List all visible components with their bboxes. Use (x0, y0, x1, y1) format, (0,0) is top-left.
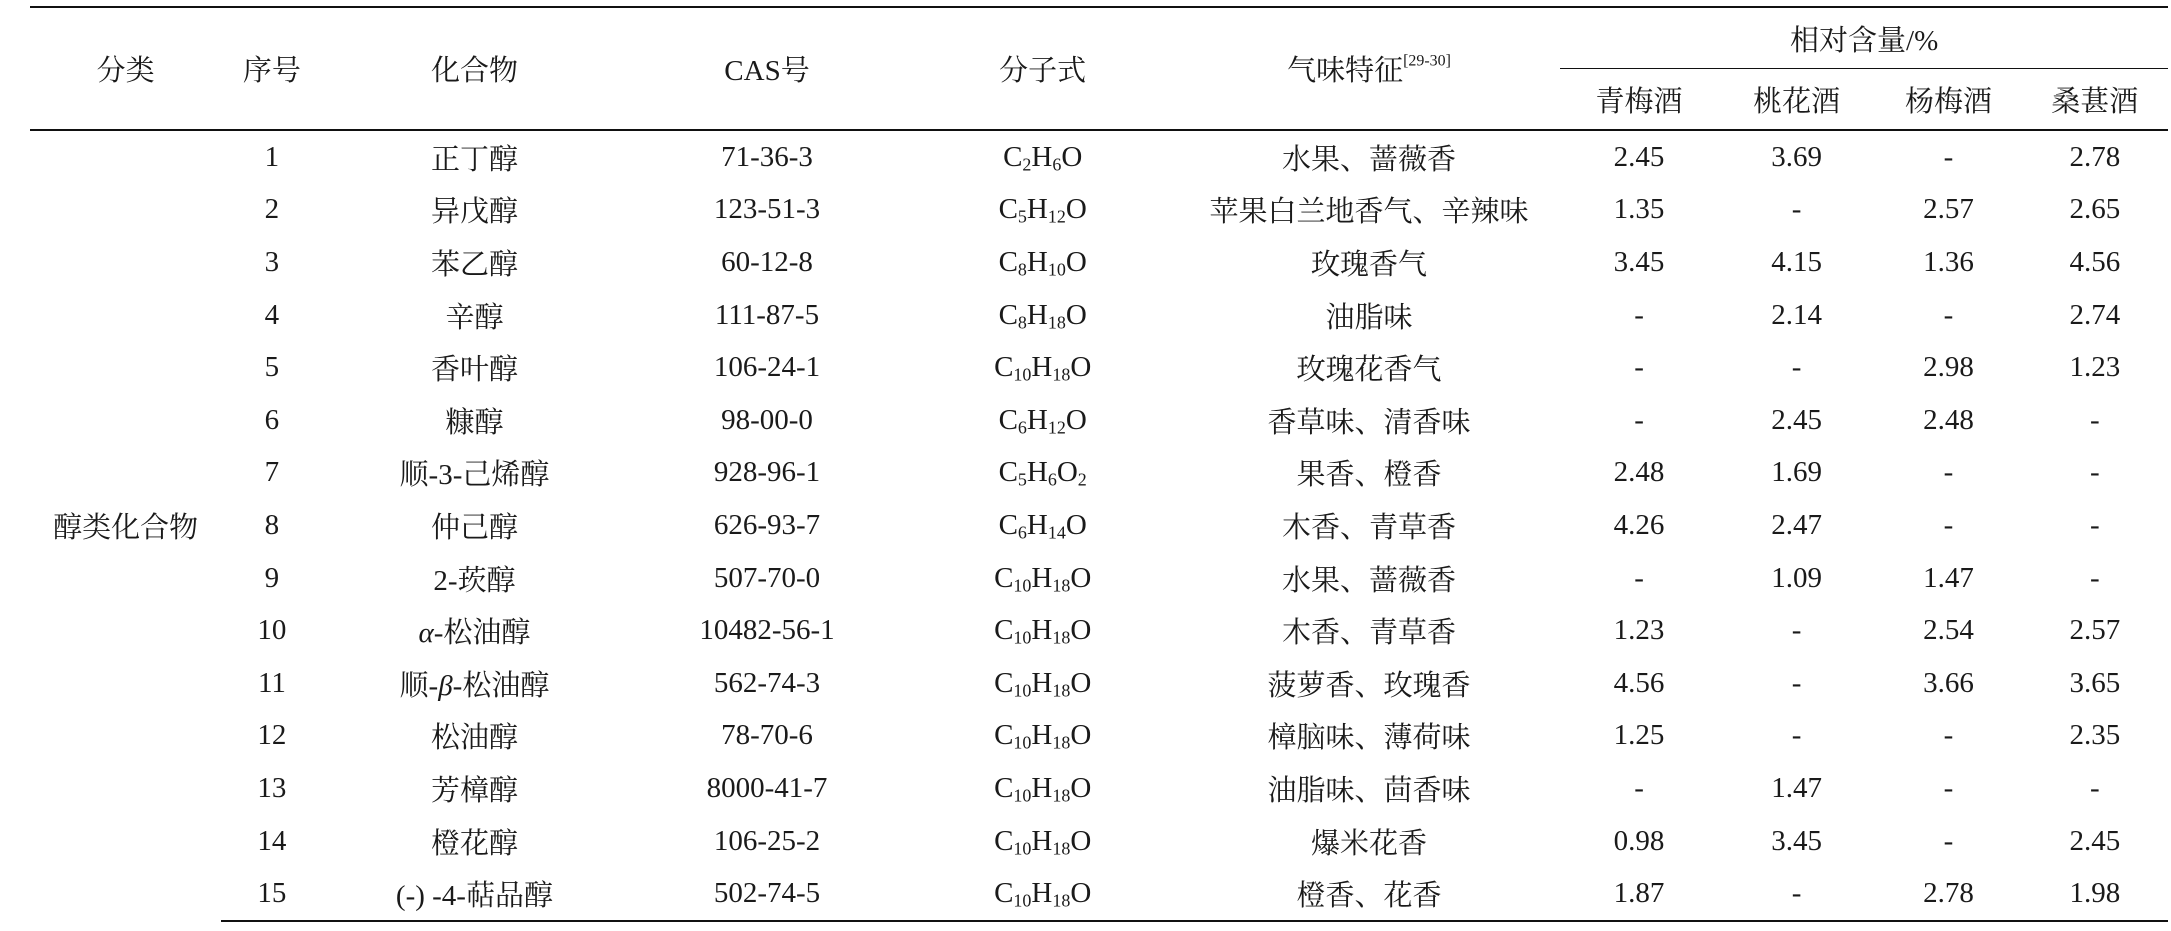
formula-element: C (998, 456, 1018, 489)
row-number: 5 (264, 351, 280, 384)
formula-element: C (998, 508, 1018, 541)
table-row (30, 447, 2168, 500)
cas-number: 562-74-3 (713, 666, 821, 699)
odor-description: 木香、青草香 (1281, 511, 1456, 544)
compound-name (323, 604, 627, 657)
formula-subscript: 18 (1052, 890, 1071, 911)
formula-subscript: 18 (1052, 575, 1071, 596)
odor-description: 水果、蔷薇香 (1281, 143, 1456, 176)
formula-element: O (1056, 456, 1078, 489)
header-wine-yangmei: 杨梅酒 (1904, 85, 1992, 118)
value-yangmei: - (1943, 771, 1954, 804)
odor-description: 橙香、花香 (1178, 867, 1561, 921)
odor-description: 菠萝香、玫瑰香 (1267, 669, 1471, 702)
formula-element: O (1070, 666, 1092, 699)
row-number: 2 (264, 193, 280, 226)
formula-element: O (1070, 877, 1092, 910)
formula-subscript: 10 (1013, 890, 1032, 911)
value-taohua: 4.15 (1771, 245, 1822, 278)
table-row (30, 710, 2168, 763)
category-cell: 醇类化合物 (53, 512, 199, 545)
formula-element: O (1070, 771, 1092, 804)
value-qingmei: 2.45 (1613, 140, 1665, 173)
value-yangmei: - (1943, 824, 1954, 857)
value-yangmei: 2.98 (1923, 351, 1974, 384)
value-taohua: - (1791, 614, 1802, 647)
value-qingmei: 4.26 (1613, 508, 1665, 541)
row-number: 8 (264, 508, 280, 541)
odor-description: 爆米花香 (1310, 827, 1427, 860)
value-sangshen: 1.98 (2022, 867, 2168, 921)
compound-name: 松油醇 (430, 722, 518, 755)
value-qingmei: - (1634, 298, 1644, 331)
cas-number: 78-70-6 (721, 719, 813, 752)
value-sangshen: 2.57 (2069, 614, 2121, 647)
value-yangmei: - (1943, 456, 1954, 489)
header-cas: CAS号 (724, 55, 810, 87)
formula-element: C (998, 245, 1018, 278)
header-wine-taohua: 桃花酒 (1753, 85, 1841, 118)
cas-number: 626-93-7 (713, 508, 821, 541)
formula-subscript: 10 (1013, 838, 1032, 858)
formula-element: H (1031, 877, 1053, 910)
formula-subscript: 18 (1052, 838, 1071, 858)
header-odor (1178, 7, 1561, 130)
formula-subscript: 10 (1013, 680, 1032, 701)
table-row (30, 604, 2168, 657)
compound-name: 香叶醇 (430, 354, 518, 387)
formula-element: C (994, 614, 1014, 647)
molecular-formula (908, 815, 1178, 868)
molecular-formula (908, 184, 1178, 237)
header-relative-content: 相对含量/% (1560, 7, 2168, 69)
molecular-formula (908, 289, 1178, 342)
value-yangmei: 2.48 (1923, 403, 1974, 436)
row-number: 13 (257, 771, 287, 804)
formula-subscript: 8 (1017, 259, 1027, 280)
value-taohua: 2.14 (1771, 298, 1822, 331)
formula-element: C (998, 298, 1018, 331)
compound-name: 芳樟醇 (430, 774, 518, 807)
value-yangmei: 2.78 (1875, 867, 2021, 921)
compound-name-rest: -松油醇 (452, 669, 550, 702)
table-row (30, 762, 2168, 815)
cas-number: 507-70-0 (713, 561, 821, 594)
value-qingmei: 0.98 (1613, 824, 1665, 857)
value-sangshen: 1.23 (2069, 351, 2121, 384)
cas-number: 106-25-2 (713, 824, 821, 857)
compound-name-greek-prefix: β (438, 669, 453, 702)
compound-name-rest: -松油醇 (433, 617, 531, 650)
formula-subscript: 18 (1052, 627, 1071, 648)
odor-description: 香草味、清香味 (1267, 406, 1471, 439)
compound-name: 2-莰醇 (433, 564, 516, 597)
formula-subscript: 8 (1017, 312, 1027, 333)
value-sangshen: - (2089, 771, 2100, 804)
odor-description: 苹果白兰地香气、辛辣味 (1209, 196, 1529, 229)
value-yangmei: - (1943, 298, 1954, 331)
formula-element: C (998, 403, 1018, 436)
value-taohua: 2.45 (1771, 403, 1822, 436)
value-sangshen: 2.45 (2069, 824, 2121, 857)
row-number: 12 (257, 719, 287, 752)
cas-number: 928-96-1 (713, 456, 821, 489)
formula-element: O (1065, 245, 1087, 278)
table-row (30, 867, 2168, 921)
formula-element: H (1031, 666, 1053, 699)
formula-element: O (1065, 298, 1087, 331)
table-row (30, 394, 2168, 447)
header-odor-reference: [29-30] (1403, 52, 1451, 70)
header-wine-qingmei: 青梅酒 (1595, 85, 1683, 118)
header-odor-label: 气味特征 (1287, 55, 1404, 87)
formula-element: H (1026, 298, 1048, 331)
value-yangmei: - (1943, 719, 1954, 752)
value-qingmei: 1.23 (1613, 614, 1665, 647)
compound-name: 苯乙醇 (430, 248, 518, 281)
table-row (30, 657, 2168, 710)
molecular-formula (908, 394, 1178, 447)
header-compound: 化合物 (430, 55, 518, 87)
table-row (30, 815, 2168, 868)
formula-subscript: 10 (1013, 364, 1032, 385)
compound-name: (-) -4-萜品醇 (323, 867, 627, 921)
compound-name: 橙花醇 (430, 827, 518, 860)
cas-number: 71-36-3 (721, 140, 813, 173)
cas-number: 98-00-0 (721, 403, 813, 436)
value-qingmei: 2.48 (1613, 456, 1665, 489)
formula-element: H (1031, 719, 1053, 752)
formula-element: H (1031, 140, 1053, 173)
molecular-formula (908, 710, 1178, 763)
table-row (30, 499, 2168, 552)
molecular-formula (908, 236, 1178, 289)
value-taohua: - (1718, 867, 1876, 921)
value-taohua: - (1791, 666, 1802, 699)
formula-element: C (994, 561, 1014, 594)
row-number: 14 (257, 824, 287, 857)
value-taohua: 2.47 (1771, 508, 1822, 541)
table-row (30, 341, 2168, 394)
formula-element: H (1031, 351, 1053, 384)
value-taohua: 1.47 (1771, 771, 1822, 804)
odor-description: 玫瑰香气 (1310, 248, 1427, 281)
header-number: 序号 (242, 55, 301, 87)
molecular-formula (908, 130, 1178, 184)
formula-subscript: 6 (1047, 469, 1057, 490)
value-sangshen: 2.65 (2069, 193, 2121, 226)
table-row (30, 184, 2168, 237)
formula-element: O (1070, 824, 1092, 857)
formula-element: H (1026, 403, 1048, 436)
odor-description: 木香、青草香 (1281, 617, 1456, 650)
cas-number: 106-24-1 (713, 351, 821, 384)
compound-name: 糠醇 (445, 406, 504, 439)
formula-subscript: 10 (1013, 785, 1032, 806)
value-qingmei: - (1634, 561, 1644, 594)
compound-table (30, 6, 2168, 922)
formula-subscript: 6 (1052, 154, 1062, 175)
row-number: 7 (264, 456, 280, 489)
compound-name: 辛醇 (445, 301, 504, 334)
row-number: 1 (264, 140, 280, 173)
value-taohua: - (1791, 193, 1802, 226)
molecular-formula (908, 604, 1178, 657)
formula-subscript: 10 (1013, 627, 1032, 648)
row-number: 3 (264, 245, 280, 278)
value-taohua: - (1791, 719, 1802, 752)
compound-name-greek-prefix: α (418, 617, 434, 650)
molecular-formula (908, 341, 1178, 394)
formula-element: O (1061, 140, 1083, 173)
formula-subscript: 6 (1017, 417, 1027, 438)
table-header (30, 7, 2168, 130)
cas-number: 123-51-3 (713, 193, 821, 226)
cas-number: 502-74-5 (626, 867, 907, 921)
value-qingmei: 1.35 (1613, 193, 1665, 226)
value-yangmei: 2.54 (1923, 614, 1974, 647)
cas-number: 10482-56-1 (699, 614, 835, 647)
formula-subscript: 10 (1013, 732, 1032, 753)
compound-name: 顺-3-己烯醇 (399, 459, 550, 492)
formula-element: O (1070, 561, 1092, 594)
odor-description: 油脂味 (1325, 301, 1413, 334)
formula-subscript: 14 (1047, 522, 1066, 543)
formula-element: H (1026, 456, 1048, 489)
value-yangmei: 3.66 (1923, 666, 1974, 699)
formula-element: H (1026, 193, 1048, 226)
table-body (30, 130, 2168, 921)
formula-element: C (994, 351, 1014, 384)
formula-subscript: 12 (1047, 417, 1066, 438)
value-taohua: 3.45 (1771, 824, 1822, 857)
molecular-formula (908, 447, 1178, 500)
formula-element: C (1003, 140, 1023, 173)
value-sangshen: - (2089, 403, 2100, 436)
molecular-formula (908, 762, 1178, 815)
value-qingmei: - (1634, 771, 1644, 804)
formula-subscript: 5 (1017, 206, 1027, 227)
value-qingmei: 1.25 (1613, 719, 1665, 752)
odor-description: 果香、橙香 (1296, 459, 1442, 492)
formula-subscript: 18 (1052, 680, 1071, 701)
value-taohua: 3.69 (1771, 140, 1822, 173)
value-sangshen: - (2089, 508, 2100, 541)
formula-element: O (1065, 403, 1087, 436)
formula-subscript: 18 (1052, 364, 1071, 385)
row-number: 4 (264, 298, 280, 331)
table-row (30, 552, 2168, 605)
row-number: 10 (257, 614, 287, 647)
compound-name: 异戊醇 (430, 196, 518, 229)
formula-element: C (994, 666, 1014, 699)
formula-subscript: 6 (1017, 522, 1027, 543)
header-formula: 分子式 (999, 55, 1087, 87)
row-number: 6 (264, 403, 280, 436)
molecular-formula (908, 499, 1178, 552)
formula-subscript: 12 (1047, 206, 1066, 227)
value-sangshen: - (2089, 456, 2100, 489)
formula-subscript: 2 (1077, 469, 1087, 490)
value-taohua: - (1791, 351, 1802, 384)
molecular-formula (908, 552, 1178, 605)
formula-subscript: 18 (1052, 785, 1071, 806)
value-sangshen: 3.65 (2069, 666, 2121, 699)
formula-element: C (994, 824, 1014, 857)
formula-element: C (998, 193, 1018, 226)
value-taohua: 1.69 (1771, 456, 1822, 489)
formula-element: H (1026, 508, 1048, 541)
value-qingmei: 3.45 (1613, 245, 1665, 278)
formula-element: H (1031, 771, 1053, 804)
formula-subscript: 10 (1013, 575, 1032, 596)
value-taohua: 1.09 (1771, 561, 1822, 594)
formula-element: O (1070, 719, 1092, 752)
value-sangshen: 2.74 (2069, 298, 2121, 331)
value-qingmei: 4.56 (1613, 666, 1665, 699)
value-yangmei: - (1943, 140, 1954, 173)
odor-description: 油脂味、茴香味 (1267, 774, 1471, 807)
cas-number: 111-87-5 (714, 298, 820, 331)
header-category: 分类 (96, 55, 155, 87)
formula-element: H (1031, 561, 1053, 594)
formula-subscript: 10 (1047, 259, 1066, 280)
compound-name: 仲己醇 (430, 511, 518, 544)
value-sangshen: 4.56 (2069, 245, 2121, 278)
value-qingmei: 1.87 (1560, 867, 1718, 921)
row-number: 15 (221, 867, 322, 921)
formula-element: C (994, 771, 1014, 804)
odor-description: 樟脑味、薄荷味 (1267, 722, 1471, 755)
compound-name-lead: 顺- (399, 669, 439, 702)
formula-subscript: 18 (1052, 732, 1071, 753)
compound-name: 正丁醇 (430, 143, 518, 176)
formula-element: O (1065, 193, 1087, 226)
cas-number: 60-12-8 (721, 245, 813, 278)
formula-element: C (994, 719, 1014, 752)
value-qingmei: - (1634, 403, 1644, 436)
formula-subscript: 18 (1047, 312, 1066, 333)
formula-element: O (1070, 614, 1092, 647)
cas-number: 8000-41-7 (706, 771, 828, 804)
formula-element: H (1031, 614, 1053, 647)
value-yangmei: - (1943, 508, 1954, 541)
odor-description: 水果、蔷薇香 (1281, 564, 1456, 597)
formula-element: C (994, 877, 1014, 910)
value-yangmei: 2.57 (1923, 193, 1974, 226)
formula-subscript: 2 (1022, 154, 1032, 175)
row-number: 11 (257, 666, 286, 699)
molecular-formula (908, 867, 1178, 921)
formula-element: O (1070, 351, 1092, 384)
table-row (30, 236, 2168, 289)
formula-element: H (1026, 245, 1048, 278)
value-yangmei: 1.47 (1923, 561, 1974, 594)
header-wine-sangshen: 桑葚酒 (2051, 85, 2139, 118)
row-number: 9 (264, 561, 280, 594)
value-sangshen: 2.35 (2069, 719, 2121, 752)
molecular-formula (908, 657, 1178, 710)
formula-element: H (1031, 824, 1053, 857)
value-sangshen: 2.78 (2069, 140, 2121, 173)
formula-subscript: 5 (1017, 469, 1027, 490)
table-row (30, 289, 2168, 342)
odor-description: 玫瑰花香气 (1296, 354, 1442, 387)
compound-name (323, 657, 627, 710)
value-yangmei: 1.36 (1923, 245, 1974, 278)
value-qingmei: - (1634, 351, 1644, 384)
table-row (30, 130, 2168, 184)
value-sangshen: - (2089, 561, 2100, 594)
formula-element: O (1065, 508, 1087, 541)
